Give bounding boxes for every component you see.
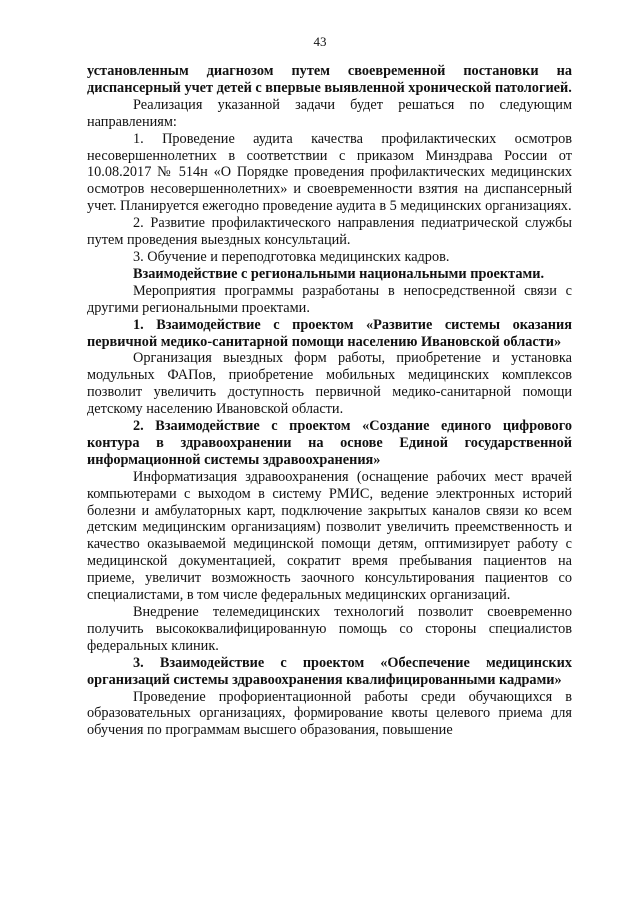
paragraph: Внедрение телемедицинских технологий позволит своевременно получить высококвалифицированную помощь со стороны специалистов федеральных клиник. xyxy=(87,604,572,654)
subsection-heading: 2. Взаимодействие с проектом «Создание единого цифрового контура в здравоохранении на основе Единой государственной информационной системы здравоохранения» xyxy=(87,418,572,468)
paragraph-intro-bold: установленным диагнозом путем своевременной постановки на диспансерный учет детей с впервые выявленной хронической патологией. xyxy=(87,63,572,96)
subsection-heading: 3. Взаимодействие с проектом «Обеспечение медицинских организаций системы здравоохранения квалифицированными кадрами» xyxy=(87,654,572,688)
document-body xyxy=(87,63,572,739)
list-item: 3. Обучение и переподготовка медицинских кадров. xyxy=(133,248,450,265)
section-heading: Взаимодействие с региональными национальными проектами. xyxy=(133,265,545,282)
page-number: 43 xyxy=(313,34,327,49)
paragraph: Мероприятия программы разработаны в непосредственной связи с другими региональными проектами. xyxy=(87,282,572,316)
subsection-heading: 1. Взаимодействие с проектом «Развитие системы оказания первичной медико-санитарной помощи населению Ивановской области» xyxy=(87,316,572,350)
list-item: 1. Проведение аудита качества профилактических осмотров несовершеннолетних в соответствии с приказом Минздрава России от 10.08.2017 № 514н «О Порядке проведения профилактических медицинских осмотров несовершеннолетних» и своевременности взятия на диспансерный учет. Планируется ежегодно проведение аудита в 5 медицинских организациях. xyxy=(87,130,572,215)
paragraph: Проведение профориентационной работы среди обучающихся в образовательных организациях, формирование квоты целевого приема для обучения по программам высшего образования, повышение xyxy=(87,688,572,739)
list-item: 2. Развитие профилактического направления педиатрической службы путем проведения выездных консультаций. xyxy=(87,215,572,249)
paragraph: Информатизация здравоохранения (оснащение рабочих мест врачей компьютерами с выходом в систему РМИС, ведение электронных историй болезни и амбулаторных карт, подключение закрытых каналов связи ко всем детским медицинским организациям) позволит увеличить преемственность и качество оказываемой медицинской помощи детям, оптимизирует работу с медицинской документацией, сократит время пребывания пациентов на приеме, увеличит возможность заочного консультирования пациентов со специалистами, в том числе федеральных медицинских организаций. xyxy=(87,468,572,604)
paragraph: Организация выездных форм работы, приобретение и установка модульных ФАПов, приобретение мобильных медицинских комплексов позволит увеличить доступность первичной медико-санитарной помощи детскому населению Ивановской области. xyxy=(87,350,572,418)
paragraph: Реализация указанной задачи будет решаться по следующим направлениям: xyxy=(87,96,572,130)
